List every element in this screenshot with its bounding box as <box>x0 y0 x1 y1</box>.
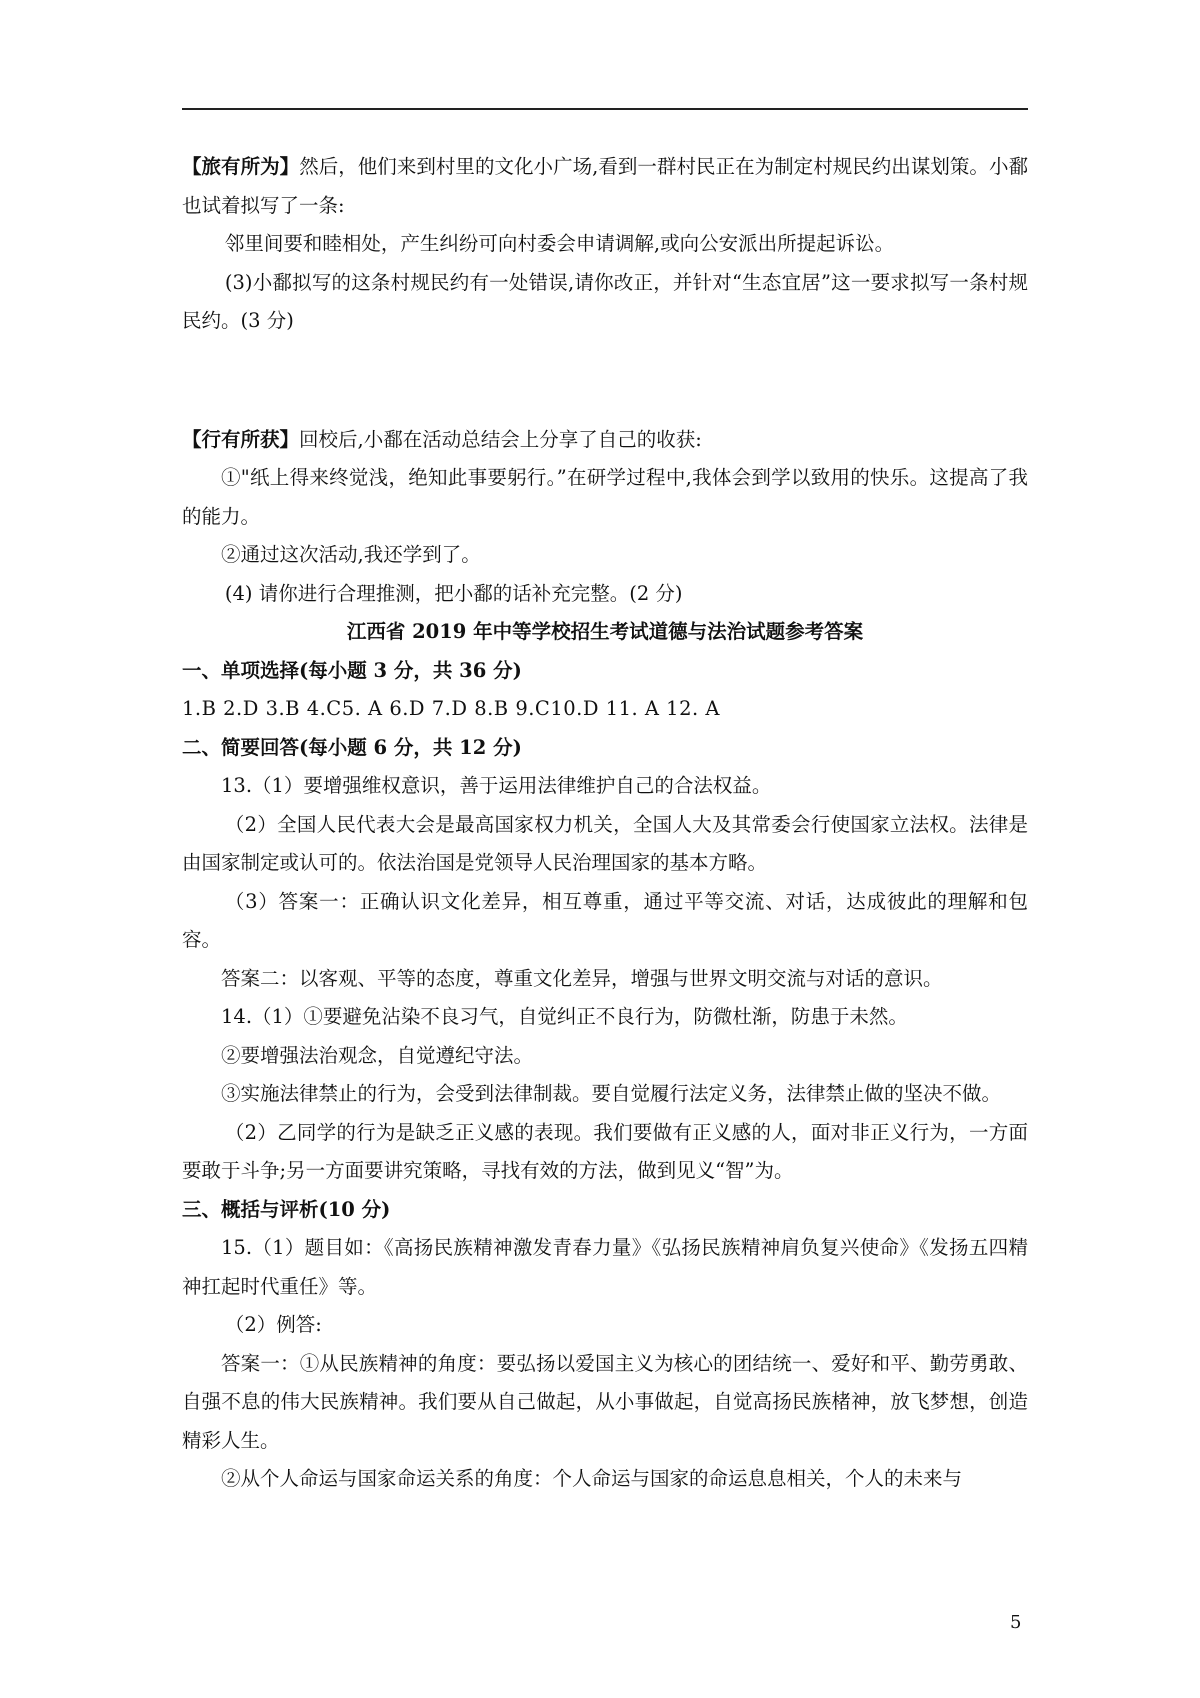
question-4: (4) 请你进行合理推测，把小鄱的话补充完整。(2 分) <box>224 581 683 605</box>
answer-13-1: 13.（1）要增强维权意识，善于运用法律维护自己的合法权益。 <box>221 774 772 797</box>
part2-heading: 二、简要回答(每小题 6 分，共 12 分) <box>182 735 522 759</box>
answer-13-3: （3）答案一：正确认识文化差异，相互尊重，通过平等交流、对话，达成彼此的理解和包容。 <box>182 889 1028 951</box>
gain-item-1: ①"纸上得来终觉浅，绝知此事要躬行。”在研学过程中,我体会到学以致用的快乐。这提高了我的能力。 <box>182 466 1028 528</box>
answer-14-1: 14.（1）①要避免沾染不良习气，自觉纠正不良行为，防微杜渐，防患于未然。 <box>221 1005 908 1028</box>
intro-text: 回校后,小鄱在活动总结会上分享了自己的收获: <box>299 427 702 451</box>
gain-item-2: ②通过这次活动,我还学到了。 <box>221 543 481 566</box>
answer-14-1c: ③实施法律禁止的行为，会受到法律制裁。要自觉履行法定义务，法律禁止做的坚决不做。 <box>221 1082 1002 1105</box>
answer-13-3b: 答案二：以客观、平等的态度，尊重文化差异，增强与世界文明交流与对话的意识。 <box>221 966 943 990</box>
part1-heading: 一、单项选择(每小题 3 分，共 36 分) <box>182 658 522 682</box>
header-rule <box>182 108 1028 110</box>
intro-text: 然后，他们来到村里的文化小广场,看到一群村民正在为制定村规民约出谋划策。小鄱也试着拟写了一条: <box>182 155 1028 217</box>
page-content <box>182 148 1028 1499</box>
village-rule: 邻里间要和睦相处，产生纠纷可向村委会申请调解,或向公安派出所提起诉讼。 <box>224 232 895 255</box>
answer-15-2b: ②从个人命运与国家命运关系的角度：个人命运与国家的命运息息相关，个人的未来与 <box>221 1467 963 1490</box>
part3-heading: 三、概括与评析(10 分) <box>182 1197 391 1221</box>
section-gain-intro <box>182 421 1028 460</box>
answer-13-2: （2）全国人民代表大会是最高国家权力机关，全国人大及其常委会行使国家立法权。法律是由国家制定或认可的。依法治国是党领导人民治理国家的基本方略。 <box>182 812 1028 874</box>
answers-title: 江西省 2019 年中等学校招生考试道德与法治试题参考答案 <box>346 620 864 643</box>
section-tag: 【行有所获】 <box>182 427 300 451</box>
answer-15-2: （2）例答: <box>224 1313 322 1336</box>
section-tag: 【旅有所为】 <box>182 155 300 178</box>
page-number: 5 <box>1010 1612 1022 1633</box>
answer-14-2: （2）乙同学的行为是缺乏正义感的表现。我们要做有正义感的人，面对非正义行为，一方面要敢于斗争;另一方面要讲究策略，寻找有效的方法，做到见义“智”为。 <box>182 1120 1028 1182</box>
answer-15-2a: 答案一：①从民族精神的角度：要弘扬以爱国主义为核心的团结统一、爱好和平、勤劳勇敢、自强不息的伟大民族精神。我们要从自己做起，从小事做起，自觉高扬民族楮神，放飞梦想，创造精彩人生。 <box>182 1351 1028 1452</box>
answer-space <box>182 341 1028 421</box>
answer-14-1b: ②要增强法治观念，自觉遵纪守法。 <box>221 1043 534 1067</box>
section-travel-intro <box>182 148 1028 225</box>
answer-15-1: 15.（1）题目如：《高扬民族精神激发青春力量》《弘扬民族精神肩负复兴使命》《发扬五四精神扛起时代重任》等。 <box>182 1236 1028 1298</box>
part1-answers: 1.B 2.D 3.B 4.C5. A 6.D 7.D 8.B 9.C10.D 11. A 12. A <box>182 697 720 720</box>
question-3: (3)小鄱拟写的这条村规民约有一处错误,请你改正，并针对“生态宜居”这一要求拟写一条村规民约。(3 分) <box>182 270 1028 332</box>
